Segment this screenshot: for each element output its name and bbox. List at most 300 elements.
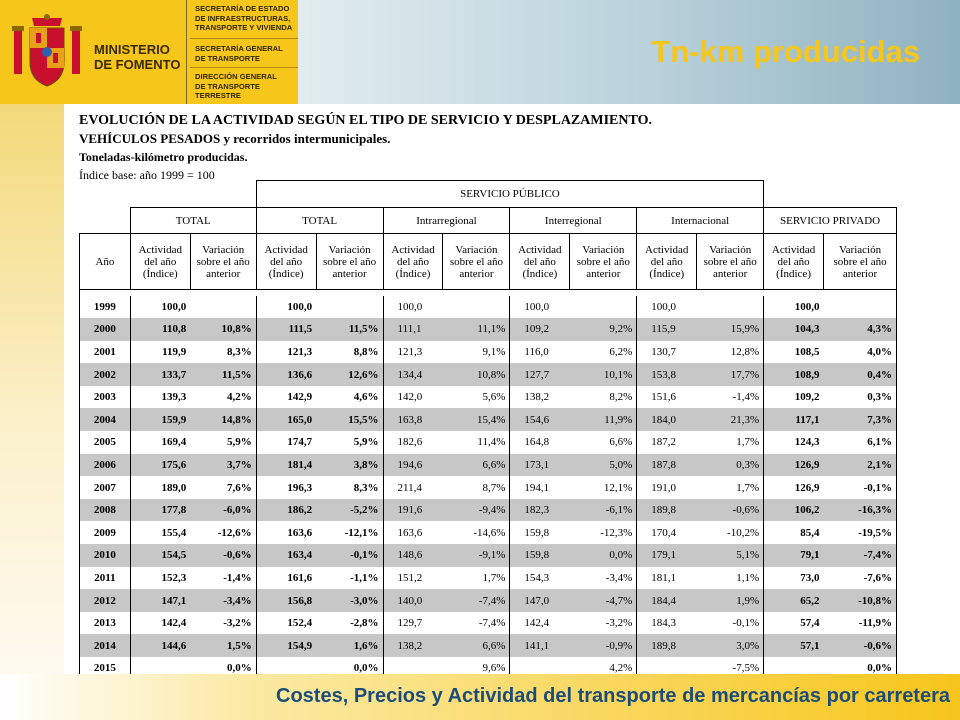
col-header-line: sobre el año <box>833 255 887 268</box>
table-cell: 148,6 <box>383 544 443 567</box>
col-header-line: anterior <box>586 267 621 280</box>
doc-index-base: Índice base: año 1999 = 100 <box>79 168 215 182</box>
table-cell: 151,2 <box>383 567 443 590</box>
col-header-line: sobre el año <box>449 255 504 268</box>
table-cell: -9,1% <box>443 544 510 567</box>
table-cell: -0,9% <box>570 634 637 657</box>
table-cell: -7,4% <box>443 589 510 612</box>
coat-of-arms-icon <box>10 12 84 92</box>
table-cell: 14,8% <box>190 408 256 431</box>
table-cell: -2,8% <box>350 617 379 630</box>
table-row <box>80 521 897 544</box>
row-year-cell: 2009 <box>80 521 131 544</box>
table-cell: 177,8 <box>130 499 190 522</box>
table-cell: 154,9 <box>256 634 316 657</box>
table-cell: 4,2% <box>226 391 252 404</box>
table-cell: 1,1% <box>736 571 760 584</box>
table-row <box>80 612 897 635</box>
col-header-variacion <box>443 234 510 290</box>
table-cell: -9,4% <box>443 499 510 522</box>
table-cell: 163,4 <box>256 544 316 567</box>
table-cell: 142,4 <box>510 612 570 635</box>
col-header-line: Variación <box>709 243 752 256</box>
col-header-line: (Índice) <box>142 267 178 280</box>
table-row <box>80 386 897 409</box>
col-header-line: (Índice) <box>776 267 811 280</box>
col-header-variacion <box>316 234 383 290</box>
col-header-line: anterior <box>842 267 878 280</box>
table-cell: 142,4 <box>130 612 190 635</box>
table-cell: 9,1% <box>482 345 506 358</box>
table-cell <box>190 296 256 319</box>
table-cell: 165,0 <box>256 408 316 431</box>
table-cell: -3,4% <box>605 571 633 584</box>
table-cell: -1,4% <box>223 571 252 584</box>
table-cell: 10,8% <box>190 318 256 341</box>
table-cell: 152,3 <box>130 567 190 590</box>
table-cell: 21,3% <box>697 408 764 431</box>
table-cell: 100,0 <box>510 296 570 319</box>
table-cell: 144,6 <box>130 634 190 657</box>
table-cell: 136,6 <box>256 363 316 386</box>
table-cell: 110,8 <box>130 318 190 341</box>
table-cell: 10,1% <box>570 363 637 386</box>
table-cell: 4,0% <box>824 341 897 364</box>
blank-cell <box>80 181 257 208</box>
col-header-interregional: Interregional <box>510 208 637 234</box>
header-row-groups <box>80 208 897 234</box>
col-header-line: anterior <box>459 267 494 280</box>
table-cell: 5,1% <box>697 544 764 567</box>
table-cell: 108,5 <box>764 341 824 364</box>
table-cell: 138,2 <box>510 386 570 409</box>
table-cell: 124,3 <box>764 431 824 454</box>
table-cell: -12,3% <box>600 526 633 539</box>
table-cell: 12,8% <box>730 345 760 358</box>
table-cell: 8,2% <box>609 391 633 404</box>
table-cell: 0,0% <box>570 544 637 567</box>
table-cell: 12,1% <box>603 481 633 494</box>
col-header-line: Variación <box>455 243 498 256</box>
dept2-line2: DE TRANSPORTE <box>195 53 260 63</box>
table-row <box>80 318 897 341</box>
table-cell: 142,9 <box>256 386 316 409</box>
dept3-line2: DE TRANSPORTE <box>195 81 260 91</box>
table-row <box>80 341 897 364</box>
col-header-variacion <box>824 234 897 290</box>
col-header-line: (Índice) <box>649 267 685 280</box>
table-cell: 1,7% <box>482 571 506 584</box>
col-header-actividad <box>130 234 190 290</box>
table-cell: -12,6% <box>217 526 252 539</box>
table-row <box>80 544 897 567</box>
table-cell: 100,0 <box>383 296 443 319</box>
table-cell: 8,3% <box>353 481 379 494</box>
ministry-logo-block <box>0 0 298 104</box>
col-header-variacion <box>190 234 256 290</box>
table-cell: 109,2 <box>764 386 824 409</box>
table-cell: 73,0 <box>764 567 824 590</box>
col-header-line: sobre el año <box>196 255 250 268</box>
col-header-line: sobre el año <box>323 255 377 268</box>
table-cell: 3,7% <box>190 454 256 477</box>
table-cell: -3,2% <box>223 617 252 630</box>
dept-divider <box>190 67 298 68</box>
table-cell: -0,6% <box>190 544 256 567</box>
table-cell: 159,8 <box>510 521 570 544</box>
table-cell: 181,1 <box>637 567 697 590</box>
table-row <box>80 363 897 386</box>
table-cell: 173,1 <box>510 454 570 477</box>
footer-banner <box>0 674 960 720</box>
table-cell <box>443 296 510 319</box>
col-header-variacion <box>697 234 764 290</box>
table-cell: 4,2% <box>570 657 637 680</box>
table-row <box>80 408 897 431</box>
table-cell <box>316 296 383 319</box>
logo-divider <box>186 0 187 104</box>
blank-cell <box>80 208 131 234</box>
table-cell: 164,8 <box>510 431 570 454</box>
col-header-total: TOTAL <box>130 208 256 234</box>
table-cell: 111,5 <box>256 318 316 341</box>
table-cell: 126,9 <box>764 476 824 499</box>
table-cell: 115,9 <box>637 318 697 341</box>
col-header-line: del año <box>144 255 177 268</box>
table-cell: 85,4 <box>764 521 824 544</box>
col-header-line: Actividad <box>391 243 435 256</box>
table-cell: 3,8% <box>316 454 383 477</box>
col-header-line: anterior <box>713 267 748 280</box>
row-year-cell: 2014 <box>80 634 131 657</box>
col-header-line: Variación <box>838 243 882 256</box>
col-header-line: (Índice) <box>522 267 558 280</box>
table-cell: 179,1 <box>637 544 697 567</box>
table-cell: 121,3 <box>383 341 443 364</box>
col-header-servicio-publico: SERVICIO PÚBLICO <box>256 181 763 208</box>
col-header-line: Variación <box>202 243 245 256</box>
row-year-cell: 2004 <box>80 408 131 431</box>
table-cell: -10,8% <box>824 589 897 612</box>
table-cell: -3,4% <box>190 589 256 612</box>
dept-secretaria-general <box>195 44 295 63</box>
table-row <box>80 431 897 454</box>
table-cell: 142,0 <box>383 386 443 409</box>
col-header-actividad <box>637 234 697 290</box>
col-header-actividad <box>510 234 570 290</box>
dept2-line1: SECRETARÍA GENERAL <box>195 44 283 53</box>
table-cell: 154,3 <box>510 567 570 590</box>
row-year-cell: 2013 <box>80 612 131 635</box>
table-cell: 5,6% <box>482 391 506 404</box>
table-cell: 194,6 <box>383 454 443 477</box>
header-row-sub <box>80 234 897 290</box>
table-cell: 189,0 <box>130 476 190 499</box>
table-cell: 100,0 <box>764 296 824 319</box>
dept1-line1: SECRETARÍA DE ESTADO <box>195 4 290 13</box>
activity-table <box>79 180 897 680</box>
col-header-line: del año <box>270 255 303 268</box>
table-cell: 163,6 <box>383 521 443 544</box>
col-header-actividad <box>764 234 824 290</box>
table-cell: 196,3 <box>256 476 316 499</box>
col-header-line: del año <box>396 255 430 268</box>
col-header-line: Actividad <box>138 243 182 256</box>
row-year-cell: 2002 <box>80 363 131 386</box>
ministry-name-line2: DE FOMENTO <box>94 57 181 72</box>
table-cell: 153,8 <box>637 363 697 386</box>
table-cell: 116,0 <box>510 341 570 364</box>
table-cell <box>570 296 637 319</box>
table-cell: 184,0 <box>637 408 697 431</box>
col-header-line: Actividad <box>264 243 308 256</box>
table-cell: -0,1% <box>316 544 383 567</box>
table-cell: 161,6 <box>256 567 316 590</box>
table-cell: 12,6% <box>316 363 383 386</box>
table-cell: 4,3% <box>824 318 897 341</box>
table-cell: 5,0% <box>570 454 637 477</box>
left-decorative-bar <box>0 104 64 674</box>
col-header-line: del año <box>650 255 683 268</box>
col-header-line: Actividad <box>518 243 562 256</box>
table-cell: 1,9% <box>697 589 764 612</box>
table-body <box>80 296 897 680</box>
col-header-line: del año <box>523 255 556 268</box>
col-header-line: anterior <box>206 267 241 280</box>
table-cell: 2,1% <box>824 454 897 477</box>
col-header-line: sobre el año <box>703 255 757 268</box>
row-year-cell: 2012 <box>80 589 131 612</box>
dept-secretaria-estado <box>195 4 295 33</box>
table-cell: 7,6% <box>226 481 252 494</box>
table-cell: 100,0 <box>637 296 697 319</box>
table-cell: 134,4 <box>383 363 443 386</box>
table-cell: 0,0% <box>316 657 383 680</box>
row-year-cell: 2008 <box>80 499 131 522</box>
table-cell: 8,7% <box>482 481 506 494</box>
table-cell: -4,7% <box>570 589 637 612</box>
table-cell: 108,9 <box>764 363 824 386</box>
table-cell: 126,9 <box>764 454 824 477</box>
col-header-line: (Índice) <box>395 267 431 280</box>
col-header-actividad <box>383 234 443 290</box>
col-header-anio: Año <box>80 234 131 290</box>
table-cell: 140,0 <box>383 589 443 612</box>
table-cell: -7,4% <box>478 617 506 630</box>
table-cell: 8,8% <box>353 345 379 358</box>
table-cell: 0,3% <box>824 386 897 409</box>
table-cell: -0,1% <box>732 617 760 630</box>
table-cell: 152,4 <box>256 612 316 635</box>
col-header-line: (Índice) <box>268 267 304 280</box>
table-cell: 187,2 <box>637 431 697 454</box>
table-cell: 6,6% <box>443 454 510 477</box>
col-header-servicio-privado: SERVICIO PRIVADO <box>764 208 897 234</box>
col-header-line: Variación <box>328 243 371 256</box>
table-cell: 127,7 <box>510 363 570 386</box>
table-cell: 182,6 <box>383 431 443 454</box>
table-cell: -3,2% <box>605 617 633 630</box>
row-year-cell: 2005 <box>80 431 131 454</box>
row-year-cell: 2006 <box>80 454 131 477</box>
table-cell: 156,8 <box>256 589 316 612</box>
table-cell: -5,2% <box>316 499 383 522</box>
table-cell: 8,3% <box>226 345 252 358</box>
table-cell: 11,5% <box>316 318 383 341</box>
table-cell: 138,2 <box>383 634 443 657</box>
table-cell: 57,4 <box>764 612 824 635</box>
table-cell: 182,3 <box>510 499 570 522</box>
table-cell: 5,9% <box>353 436 379 449</box>
doc-measure: Toneladas-kilómetro producidas. <box>79 150 248 164</box>
table-cell: -0,1% <box>824 476 897 499</box>
table-cell: 155,4 <box>130 521 190 544</box>
table-cell: 191,6 <box>383 499 443 522</box>
table-cell: 186,2 <box>256 499 316 522</box>
table-cell: 79,1 <box>764 544 824 567</box>
table-cell: -14,6% <box>473 526 506 539</box>
blank-cell <box>764 181 897 208</box>
table-cell: 189,8 <box>637 499 697 522</box>
col-header-intrarregional: Intrarregional <box>383 208 510 234</box>
table-cell: 6,1% <box>824 431 897 454</box>
table-cell: -1,4% <box>732 391 760 404</box>
doc-subheading: VEHÍCULOS PESADOS y recorridos intermunicipales. <box>79 131 391 146</box>
table-cell: -0,6% <box>824 634 897 657</box>
table-cell: 175,6 <box>130 454 190 477</box>
row-year-cell: 2015 <box>80 657 131 680</box>
col-header-variacion <box>570 234 637 290</box>
table-cell: 0,0% <box>190 657 256 680</box>
table-cell: 139,3 <box>130 386 190 409</box>
table-cell: 10,8% <box>443 363 510 386</box>
table-cell: 100,0 <box>256 296 316 319</box>
col-header-actividad <box>256 234 316 290</box>
table-cell: 1,5% <box>190 634 256 657</box>
table-cell: -16,3% <box>824 499 897 522</box>
table-cell: 104,3 <box>764 318 824 341</box>
col-header-line: Variación <box>582 243 625 256</box>
table-cell: 163,8 <box>383 408 443 431</box>
row-year-cell: 2010 <box>80 544 131 567</box>
table-cell: -0,6% <box>697 499 764 522</box>
table-cell: 4,6% <box>353 391 379 404</box>
table-cell: 194,1 <box>510 476 570 499</box>
row-year-cell: 2003 <box>80 386 131 409</box>
col-header-line: anterior <box>332 267 367 280</box>
col-header-line: Actividad <box>771 243 816 256</box>
col-header-line: sobre el año <box>576 255 630 268</box>
footer-text: Costes, Precios y Actividad del transporte de mercancías por carretera <box>276 685 950 707</box>
table-cell: 17,7% <box>697 363 764 386</box>
table-cell: 7,3% <box>824 408 897 431</box>
table-cell: 117,1 <box>764 408 824 431</box>
table-cell: 169,4 <box>130 431 190 454</box>
table-cell: 184,4 <box>637 589 697 612</box>
table-cell: 6,6% <box>443 634 510 657</box>
table-cell: 106,2 <box>764 499 824 522</box>
table-cell: 0,0% <box>824 657 897 680</box>
header-row-service <box>80 181 897 208</box>
table-cell: -19,5% <box>824 521 897 544</box>
table-cell: 121,3 <box>256 341 316 364</box>
table-cell: 159,9 <box>130 408 190 431</box>
dept-direccion-general <box>195 72 295 101</box>
dept3-line1: DIRECCIÓN GENERAL <box>195 72 277 81</box>
table-cell: 11,1% <box>443 318 510 341</box>
table-cell: -7,6% <box>824 567 897 590</box>
table-cell: 133,7 <box>130 363 190 386</box>
table-cell: 154,5 <box>130 544 190 567</box>
table-cell: 187,8 <box>637 454 697 477</box>
table-cell: 151,6 <box>637 386 697 409</box>
table-cell: 174,7 <box>256 431 316 454</box>
table-cell: 15,4% <box>443 408 510 431</box>
table-cell: 5,9% <box>226 436 252 449</box>
col-header-line: Actividad <box>645 243 689 256</box>
table-cell: 100,0 <box>130 296 190 319</box>
table-cell: 0,3% <box>697 454 764 477</box>
table-cell: 11,9% <box>570 408 637 431</box>
dept-divider <box>190 38 298 39</box>
document-heading <box>79 112 652 184</box>
table-cell: -12,1% <box>344 526 379 539</box>
table-cell: 211,4 <box>383 476 443 499</box>
row-year-cell: 2000 <box>80 318 131 341</box>
row-year-cell: 2001 <box>80 341 131 364</box>
table-cell: -3,0% <box>316 589 383 612</box>
row-year-cell: 2007 <box>80 476 131 499</box>
dept1-line2: DE INFRAESTRUCTURAS, <box>195 13 291 23</box>
table-cell: 181,4 <box>256 454 316 477</box>
table-cell: 147,1 <box>130 589 190 612</box>
table-cell: 154,6 <box>510 408 570 431</box>
table-cell: 119,9 <box>130 341 190 364</box>
table-cell: 147,0 <box>510 589 570 612</box>
table-cell: 129,7 <box>383 612 443 635</box>
table-cell: 159,8 <box>510 544 570 567</box>
table-cell: 1,7% <box>736 481 760 494</box>
row-year-cell: 2011 <box>80 567 131 590</box>
col-header-internacional: Internacional <box>637 208 764 234</box>
table-cell: 1,7% <box>736 436 760 449</box>
table-cell <box>824 296 897 319</box>
table-cell: -1,1% <box>350 571 379 584</box>
table-cell: 9,2% <box>570 318 637 341</box>
table-cell: -7,4% <box>824 544 897 567</box>
table-cell: 15,9% <box>697 318 764 341</box>
table-cell: 0,4% <box>824 363 897 386</box>
table-cell: 109,2 <box>510 318 570 341</box>
table-row <box>80 454 897 477</box>
table-cell: 11,4% <box>477 436 506 449</box>
table-cell: 9,6% <box>443 657 510 680</box>
table-cell: 141,1 <box>510 634 570 657</box>
table-row <box>80 634 897 657</box>
table-cell: 3,0% <box>697 634 764 657</box>
table-cell: 15,5% <box>316 408 383 431</box>
table-cell: -7,5% <box>697 657 764 680</box>
table-cell: 11,5% <box>190 363 256 386</box>
table-cell: -10,2% <box>727 526 760 539</box>
table-row <box>80 567 897 590</box>
col-header-total-publico: TOTAL <box>256 208 383 234</box>
doc-heading: EVOLUCIÓN DE LA ACTIVIDAD SEGÚN EL TIPO DE SERVICIO Y DESPLAZAMIENTO. <box>79 113 652 128</box>
table-cell: 163,6 <box>256 521 316 544</box>
table-cell: 130,7 <box>637 341 697 364</box>
table-row <box>80 499 897 522</box>
table-row <box>80 296 897 319</box>
